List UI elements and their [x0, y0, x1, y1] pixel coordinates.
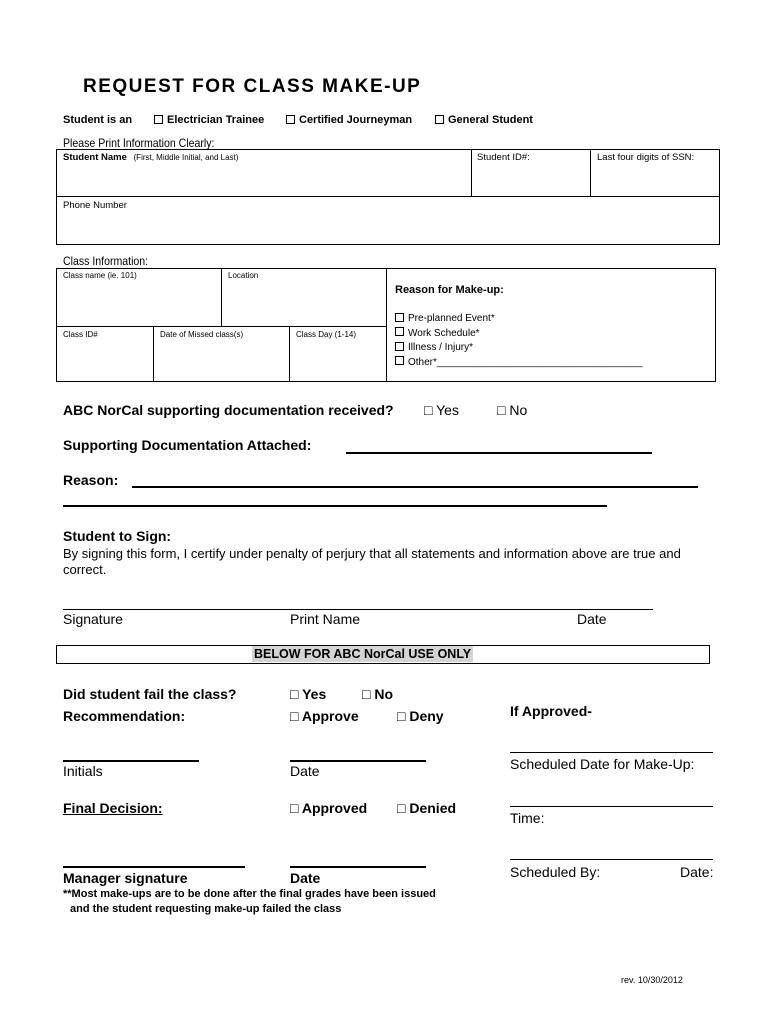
doc-received-no[interactable]: □ No [497, 402, 528, 418]
class-day-field[interactable]: Class Day (1-14) [296, 330, 357, 339]
class-name-field[interactable]: Class name (ie. 101) [63, 271, 137, 280]
reason-line-1[interactable] [132, 486, 698, 488]
checkbox-icon[interactable] [395, 313, 404, 322]
time-line[interactable] [510, 806, 713, 807]
doc-received-question: ABC NorCal supporting documentation received? [63, 402, 394, 418]
reason-option[interactable]: Work Schedule* [395, 327, 643, 342]
option-general-student[interactable]: General Student [435, 114, 533, 126]
class-info-heading: Class Information: [63, 254, 149, 268]
checkbox-icon[interactable]: □ [362, 686, 371, 702]
manager-date-label: Date [290, 870, 321, 886]
checkbox-icon[interactable]: □ [397, 708, 406, 724]
final-denied[interactable]: □ Denied [397, 800, 457, 816]
phone-number-field[interactable]: Phone Number [63, 200, 127, 211]
fail-yes[interactable]: □ Yes [290, 686, 327, 702]
scheduled-by-date-label: Date: [680, 864, 714, 880]
scheduled-date-line[interactable] [510, 752, 713, 753]
scheduled-by-label: Scheduled By: [510, 864, 601, 880]
doc-attached-line[interactable] [346, 452, 652, 454]
recommendation-label: Recommendation: [63, 708, 186, 724]
scheduled-date-label: Scheduled Date for Make-Up: [510, 756, 695, 772]
recommend-date-line[interactable] [290, 760, 426, 762]
student-name-field[interactable]: Student Name (First, Middle Initial, and Last) [63, 152, 239, 163]
doc-received-yes[interactable]: □ Yes [424, 402, 459, 418]
checkbox-icon[interactable] [435, 115, 444, 124]
student-info-table [56, 149, 720, 245]
manager-signature-label: Manager signature [63, 870, 188, 886]
reason-label: Reason: [63, 472, 119, 488]
manager-signature-line[interactable] [63, 866, 245, 868]
time-label: Time: [510, 810, 545, 826]
student-id-field[interactable]: Student ID#: [477, 152, 530, 163]
checkbox-icon[interactable] [395, 342, 404, 351]
print-name-label: Print Name [290, 611, 361, 627]
checkbox-icon[interactable] [395, 327, 404, 336]
initials-label: Initials [63, 763, 103, 779]
checkbox-icon[interactable]: □ [424, 402, 433, 418]
signature-label: Signature [63, 611, 123, 627]
final-approved[interactable]: □ Approved [290, 800, 368, 816]
reason-option[interactable]: Illness / Injury* [395, 341, 643, 356]
checkbox-icon[interactable]: □ [290, 800, 299, 816]
makeup-note: **Most make-ups are to be done after the final grades have been issued and the student requesting make-up failed the class [63, 888, 436, 915]
reason-option[interactable]: Other*_____________________________________ [395, 356, 643, 371]
if-approved-label: If Approved- [510, 703, 592, 719]
checkbox-icon[interactable] [395, 356, 404, 365]
checkbox-icon[interactable]: □ [497, 402, 506, 418]
form-title: REQUEST FOR CLASS MAKE-UP [83, 76, 422, 97]
missed-date-field[interactable]: Date of Missed class(s) [160, 330, 244, 339]
ssn-field[interactable]: Last four digits of SSN: [597, 152, 695, 163]
recommend-date-label: Date [290, 763, 320, 779]
location-field[interactable]: Location [228, 271, 259, 280]
fail-no[interactable]: □ No [362, 686, 394, 702]
manager-date-line[interactable] [290, 866, 426, 868]
student-type-label: Student is an [63, 114, 133, 126]
recommend-approve[interactable]: □ Approve [290, 708, 359, 724]
class-id-field[interactable]: Class ID# [63, 330, 98, 339]
recommend-deny[interactable]: □ Deny [397, 708, 444, 724]
final-decision-label: Final Decision: [63, 800, 163, 816]
certify-text: By signing this form, I certify under penalty of perjury that all statements and information above are true and correct. [63, 546, 681, 577]
option-electrician-trainee[interactable]: Electrician Trainee [154, 114, 264, 126]
revision-date: rev. 10/30/2012 [621, 975, 683, 985]
reason-header: Reason for Make-up: [395, 284, 504, 296]
checkbox-icon[interactable] [154, 115, 163, 124]
signature-line[interactable] [63, 609, 653, 610]
doc-attached-label: Supporting Documentation Attached: [63, 437, 312, 453]
option-certified-journeyman[interactable]: Certified Journeyman [286, 114, 412, 126]
reason-option[interactable]: Pre-planned Event* [395, 312, 643, 327]
reason-options [395, 312, 643, 370]
sign-date-label: Date [577, 611, 607, 627]
checkbox-icon[interactable] [286, 115, 295, 124]
student-sign-heading: Student to Sign: [63, 528, 172, 544]
fail-question: Did student fail the class? [63, 686, 237, 702]
print-clearly-heading: Please Print Information Clearly: [63, 136, 215, 150]
reason-line-2[interactable] [63, 505, 607, 507]
admin-banner: BELOW FOR ABC NorCal USE ONLY [254, 647, 472, 661]
scheduled-by-line[interactable] [510, 859, 713, 860]
checkbox-icon[interactable]: □ [397, 800, 406, 816]
checkbox-icon[interactable]: □ [290, 686, 299, 702]
initials-line[interactable] [63, 760, 199, 762]
checkbox-icon[interactable]: □ [290, 708, 299, 724]
